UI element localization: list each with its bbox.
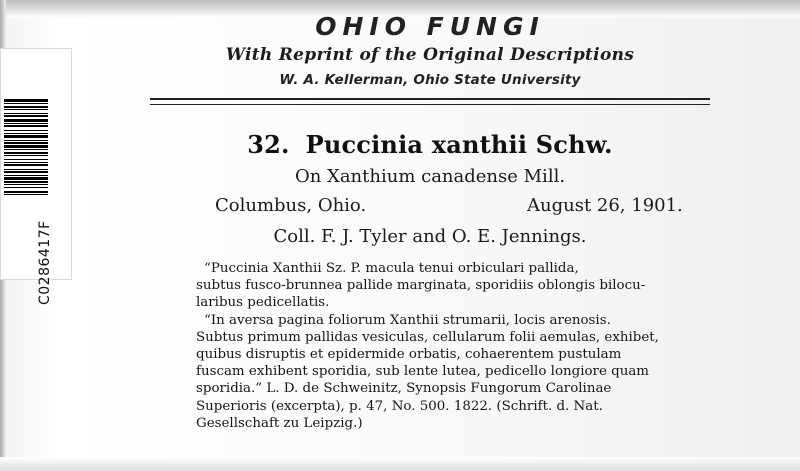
- description-line: quibus disruptis et epidermide orbatis, cohaerentem pustulam: [196, 347, 622, 363]
- collection-location: Columbus, Ohio.: [215, 195, 367, 216]
- barcode-number: C0286417F: [37, 220, 53, 305]
- species-name: Puccinia xanthii Schw.: [305, 130, 613, 159]
- description-para-2: [196, 312, 756, 432]
- description-line: Gesellschaft zu Leipzig.): [196, 415, 363, 431]
- barcode-sticker: [0, 48, 72, 305]
- description-line: Subtus primum pallidas vesiculas, cellularum folii aemulas, exhibet,: [196, 329, 659, 345]
- description-line: fuscam exhibent sporidia, sub lente lutea, pedicello longiore quam: [196, 364, 649, 380]
- collectors: Coll. F. J. Tyler and O. E. Jennings.: [273, 226, 587, 247]
- host-plant: On Xanthium canadense Mill.: [294, 166, 566, 187]
- description-line: “Puccinia Xanthii Sz. P. macula tenui orbiculari pallida,: [204, 261, 579, 276]
- header-rule-thin: [150, 104, 710, 105]
- description-line: “In aversa pagina foliorum Xanthii strumarii, locis arenosis.: [204, 312, 611, 328]
- description-line: subtus fusco-brunnea pallide marginata, sporidiis oblongis bilocu-: [196, 278, 646, 294]
- description-para-1: [196, 260, 756, 312]
- series-title: OHIO FUNGI: [315, 12, 545, 41]
- description-line: laribus pedicellatis.: [196, 295, 330, 311]
- specimen-number: 32.: [247, 130, 290, 159]
- series-subtitle: With Reprint of the Original Descriptions: [225, 45, 635, 65]
- description-line: sporidia.” L. D. de Schweinitz, Synopsis Fungorum Carolinae: [196, 381, 612, 397]
- description-line: Superioris (excerpta), p. 47, No. 500. 1822. (Schrift. d. Nat.: [196, 398, 603, 414]
- original-description: [196, 260, 756, 432]
- series-author: W. A. Kellerman, Ohio State University: [279, 72, 581, 88]
- species-heading: [150, 130, 710, 159]
- paper-bottom-shadow: [0, 457, 800, 471]
- collection-date: August 26, 1901.: [527, 195, 683, 216]
- header-rule-thick: [150, 98, 710, 100]
